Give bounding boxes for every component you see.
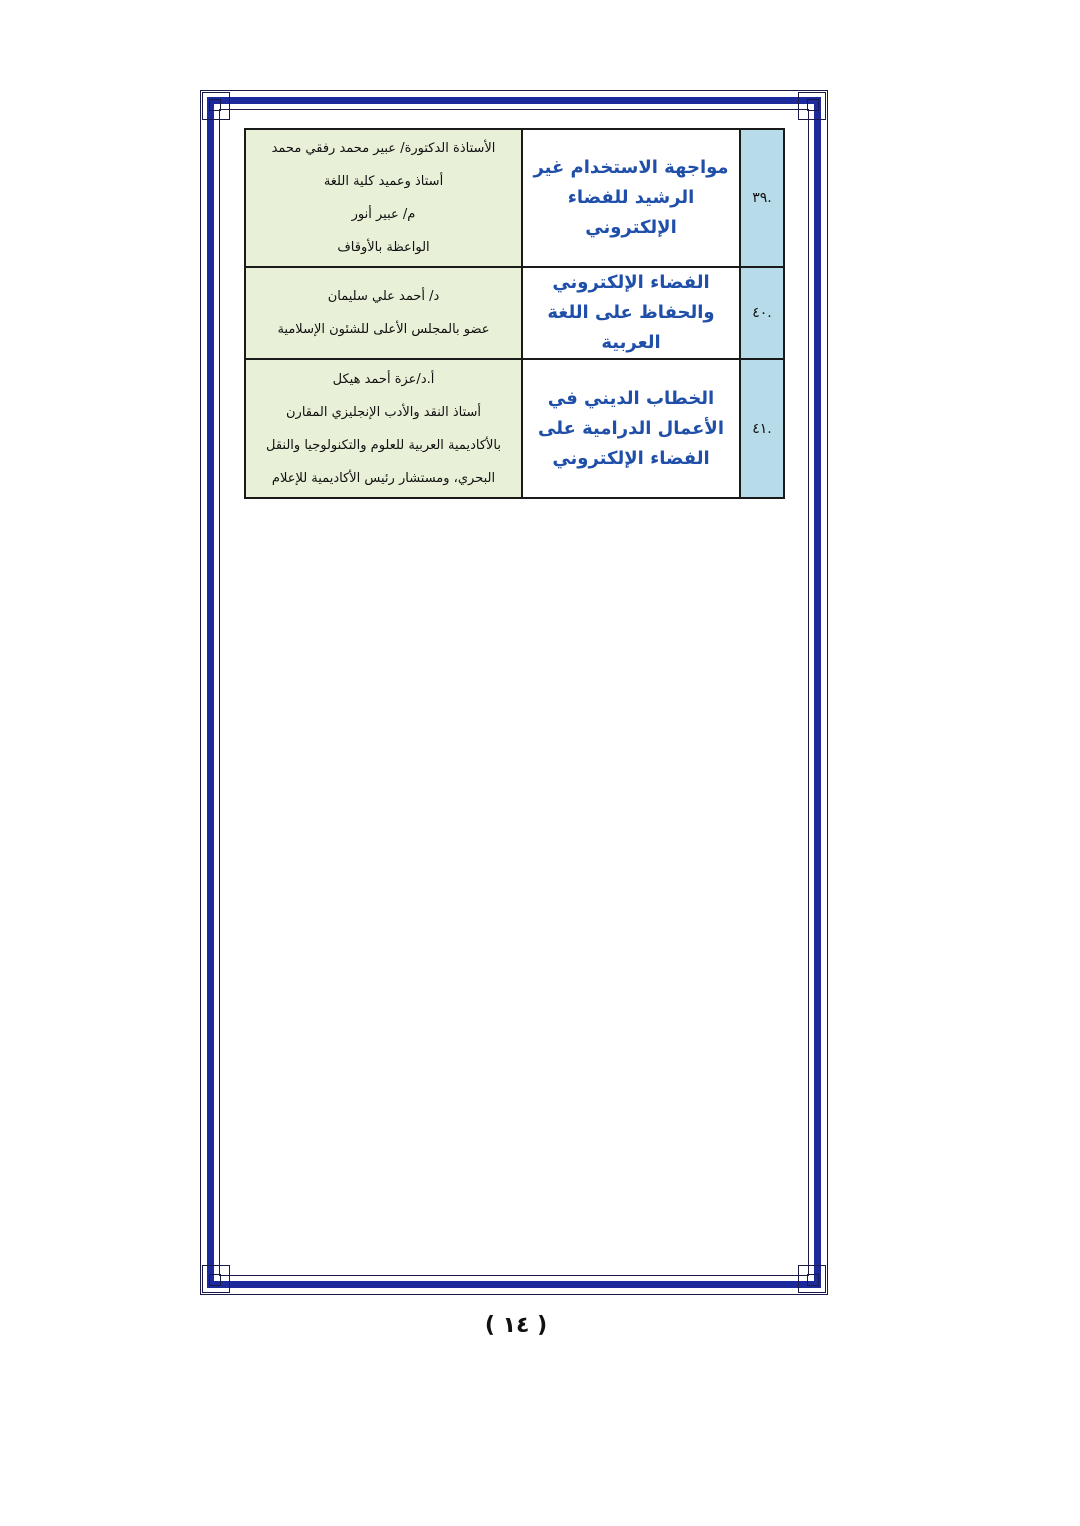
speaker-line: عضو بالمجلس الأعلى للشئون الإسلامية: [277, 322, 490, 337]
speaker-line: م/ عبير أنور: [351, 207, 416, 222]
frame-corner-ornament: [202, 1265, 230, 1293]
lecture-title-line: الخطاب الديني في: [547, 387, 715, 409]
lecture-title-line: الفضاء الإلكتروني: [552, 272, 710, 293]
speaker-info: [246, 268, 521, 358]
lecture-title-line: والحفاظ على اللغة: [547, 302, 715, 323]
speaker-line: بالأكاديمية العربية للعلوم والتكنولوجيا والنقل: [266, 437, 502, 453]
row-number: .٤١: [739, 360, 783, 497]
frame-corner-ornament: [202, 92, 230, 120]
speaker-line: أستاذ النقد والأدب الإنجليزي المقارن: [286, 404, 481, 420]
row-number: .٣٩: [739, 130, 783, 266]
table-row: [246, 268, 783, 360]
lecture-title-line: العربية: [601, 332, 661, 353]
frame-corner-ornament: [798, 92, 826, 120]
lecture-title: [521, 268, 739, 358]
lecture-title: [521, 130, 739, 266]
lecture-title-line: الرشيد للفضاء: [567, 187, 695, 208]
frame-corner-ornament: [798, 1265, 826, 1293]
speaker-line: أ.د/عزة أحمد هيكل: [332, 371, 435, 387]
table-row: [246, 130, 783, 268]
speaker-info: [246, 360, 521, 497]
speaker-line: الواعظة بالأوقاف: [337, 240, 430, 255]
speaker-line: د/ أحمد علي سليمان: [327, 289, 440, 304]
table-row: [246, 360, 783, 497]
row-number: .٤٠: [739, 268, 783, 358]
lecture-title: [521, 360, 739, 497]
speaker-info: [246, 130, 521, 266]
speaker-line: أستاذ وعميد كلية اللغة: [323, 174, 444, 189]
speaker-line: البحري، ومستشار رئيس الأكاديمية للإعلام: [271, 470, 496, 486]
lecture-title-line: الإلكتروني: [585, 217, 677, 238]
program-table: [244, 128, 785, 499]
page-number: ( ١٤ ): [484, 1313, 548, 1338]
lecture-title-line: الأعمال الدرامية على: [538, 417, 724, 439]
lecture-title-line: مواجهة الاستخدام غير: [533, 157, 729, 178]
lecture-title-line: الفضاء الإلكتروني: [552, 447, 710, 469]
speaker-line: الأستاذة الدكتورة/ عبير محمد رفقي محمد: [271, 141, 496, 156]
